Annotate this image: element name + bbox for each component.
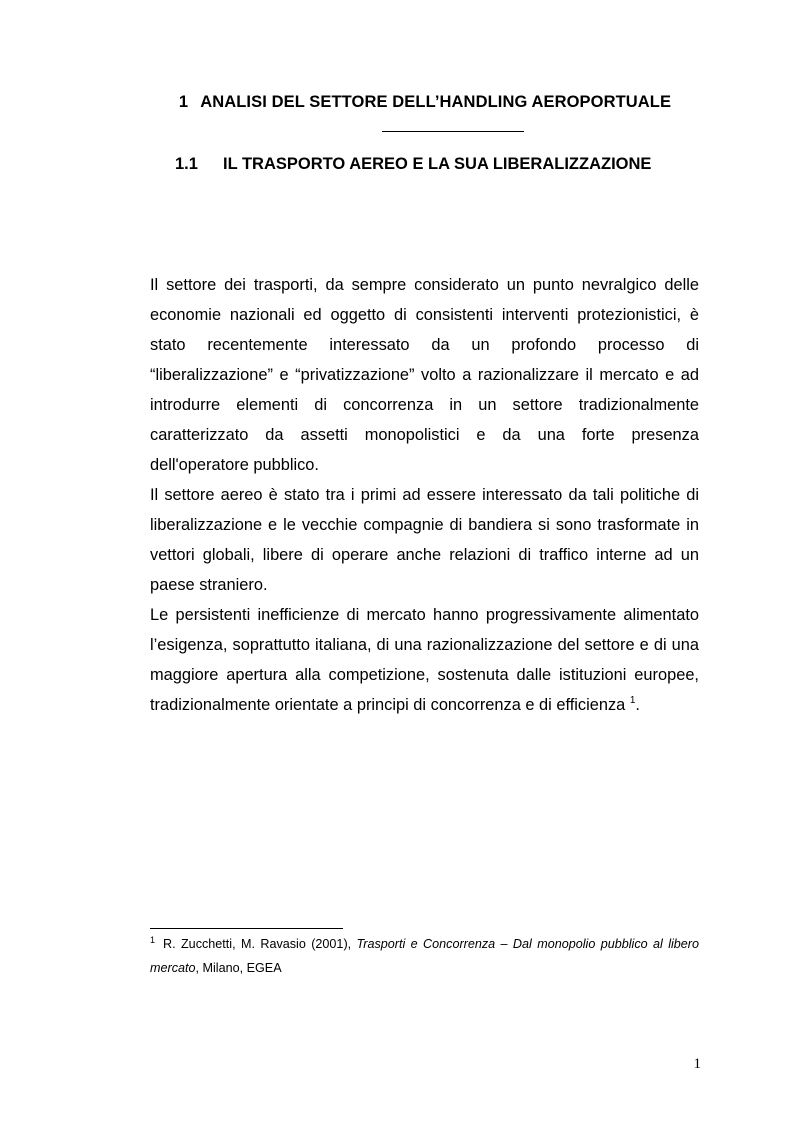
footnote-title: Trasporti e Concorrenza – Dal monopolio pubblico al libero mercato xyxy=(150,937,699,975)
heading-underline xyxy=(382,131,524,132)
paragraph-2: Il settore aereo è stato tra i primi ad essere interessato da tali politiche di liberalizzazione e le vecchie compagnie di bandiera si sono trasformate in vettori globali, libere di operare anche relazioni di traffico interne ad un paese straniero. xyxy=(150,486,699,594)
chapter-number: 1 xyxy=(178,93,189,111)
footnote-publisher: , Milano, EGEA xyxy=(195,961,282,975)
section-title: IL TRASPORTO AEREO E LA SUA LIBERALIZZAZIONE xyxy=(223,155,652,173)
footnote-marker: 1 xyxy=(150,935,156,945)
body-text xyxy=(150,270,699,720)
paragraph-3-text: Le persistenti inefficienze di mercato hanno progressivamente alimentato l’esigenza, soprattutto italiana, di una razionalizzazione del settore e di una maggiore apertura alla competizione, sostenuta dalle istituzioni europee, tradizionalmente orientate a principi di concorrenza e di efficienza xyxy=(150,606,699,714)
footnote-separator xyxy=(150,928,343,929)
page-number: 1 xyxy=(693,1056,701,1072)
paragraph-1: Il settore dei trasporti, da sempre considerato un punto nevralgico delle economie nazionali ed oggetto di consistenti interventi protezionistici, è stato recentemente interessato da un profondo processo di “liberalizzazione” e “privatizzazione” volto a razionalizzare il mercato e ad introdurre elementi di concorrenza in un settore tradizionalmente caratterizzato da assetti monopolistici e da una forte presenza dell'operatore pubblico. xyxy=(150,276,699,474)
chapter-title: ANALISI DEL SETTORE DELL’HANDLING AEROPORTUALE xyxy=(200,93,672,111)
paragraph-3 xyxy=(150,600,699,720)
chapter-heading xyxy=(150,93,700,112)
section-number: 1.1 xyxy=(175,155,198,173)
paragraph-3-end: . xyxy=(635,696,640,714)
footnote-reference: 1 xyxy=(629,695,636,706)
footnote xyxy=(150,932,699,980)
section-heading xyxy=(175,155,651,174)
footnote-authors: R. Zucchetti, M. Ravasio (2001), xyxy=(163,937,357,951)
